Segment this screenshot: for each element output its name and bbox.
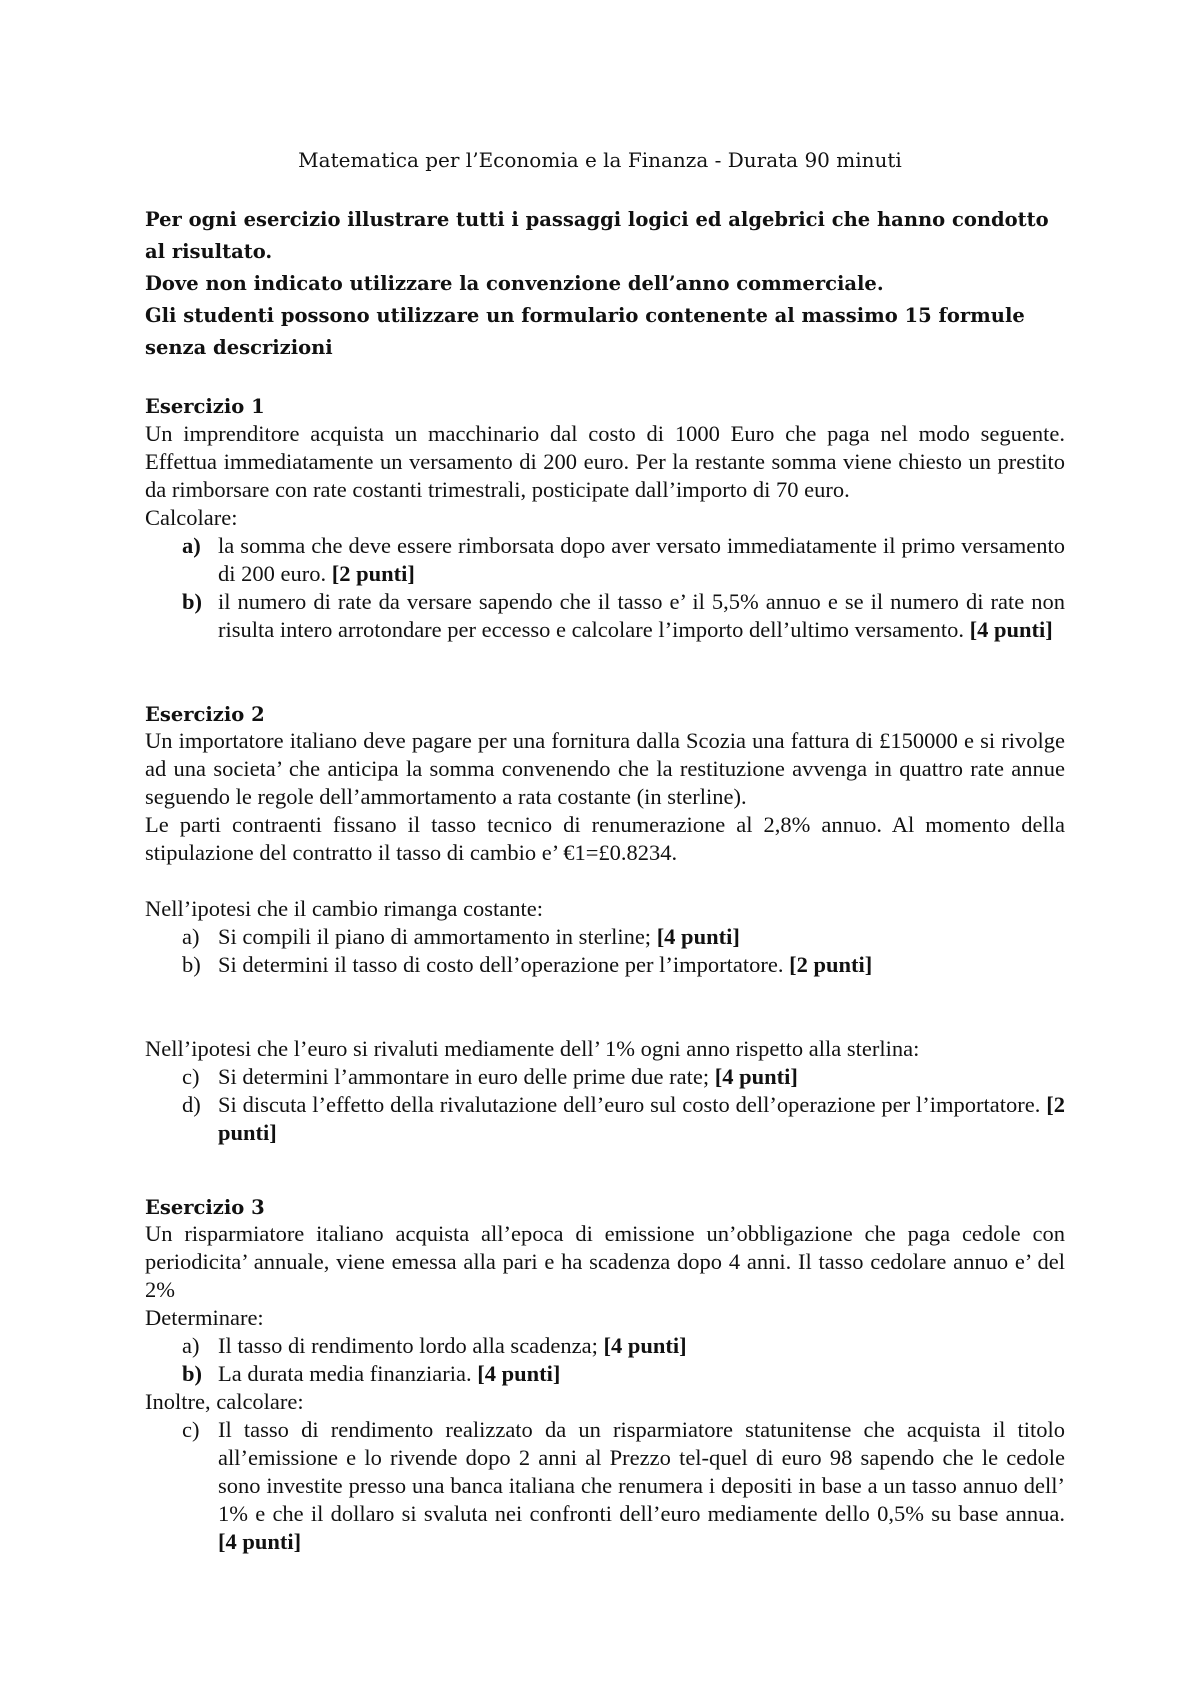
item-label: b) <box>182 952 201 977</box>
item-points: [2 punti] <box>218 1092 1065 1145</box>
page-title: Matematica per l’Economia e la Finanza - Durata 90 minuti <box>298 148 902 172</box>
item-points: [4 punti] <box>714 1064 798 1089</box>
exercise-2-hypothesis-1: Nell’ipotesi che il cambio rimanga costante: <box>145 896 543 921</box>
item-label: d) <box>182 1092 201 1117</box>
item-label: b) <box>182 589 203 614</box>
item-points: [2 punti] <box>789 952 873 977</box>
exercise-3-also-label: Inoltre, calcolare: <box>145 1389 304 1414</box>
item-points: [2 punti] <box>331 561 415 586</box>
item-points: [4 punti] <box>969 617 1053 642</box>
exercise-2-item-a <box>145 923 1065 951</box>
exercise-2 <box>145 727 1065 1147</box>
exercise-3 <box>145 1220 1065 1556</box>
exercise-2-heading: Esercizio 2 <box>145 703 265 726</box>
item-text: Si determini il tasso di costo dell’operazione per l’importatore. <box>218 952 784 977</box>
exercise-1-calc-label: Calcolare: <box>145 505 238 530</box>
item-text: Si compili il piano di ammortamento in sterline; <box>218 924 652 949</box>
exercise-2-item-d <box>145 1091 1065 1147</box>
item-points: [4 punti] <box>218 1529 302 1554</box>
exercise-2-item-c <box>145 1063 1065 1091</box>
item-text: Si determini l’ammontare in euro delle prime due rate; <box>218 1064 710 1089</box>
instruction-convention: Dove non indicato utilizzare la convenzione dell’anno commerciale. <box>145 272 884 295</box>
exercise-2-intro: Un importatore italiano deve pagare per una fornitura dalla Scozia una fattura di £150000 e si rivolge ad una societa’ che anticipa la somma convenendo che la restituzione avvenga in quattro rate annue seguendo le regole dell’ammortamento a rata costante (in sterline). <box>145 728 1065 809</box>
exercise-3-item-a <box>145 1332 1065 1360</box>
exercise-3-item-c <box>145 1416 1065 1556</box>
item-text: Si discuta l’effetto della rivalutazione dell’euro sul costo dell’operazione per l’importatore. <box>218 1092 1041 1117</box>
exercise-1-heading: Esercizio 1 <box>145 395 265 418</box>
item-points: [4 punti] <box>656 924 740 949</box>
instruction-steps: Per ogni esercizio illustrare tutti i passaggi logici ed algebrici che hanno condotto al risultato. <box>145 208 1049 263</box>
item-text: La durata media finanziaria. <box>218 1361 472 1386</box>
exercise-3-determine-label: Determinare: <box>145 1305 264 1330</box>
item-text: la somma che deve essere rimborsata dopo aver versato immediatamente il primo versamento di 200 euro. <box>218 533 1065 586</box>
exercise-1-item-b <box>145 588 1065 644</box>
item-points: [4 punti] <box>603 1333 687 1358</box>
item-label: c) <box>182 1064 200 1089</box>
item-label: b) <box>182 1361 203 1386</box>
exercise-2-intro-rate: Le parti contraenti fissano il tasso tecnico di renumerazione al 2,8% annuo. Al momento della stipulazione del contratto il tasso di cambio e’ €1=£0.8234. <box>145 812 1065 865</box>
exercise-1-item-a <box>145 532 1065 588</box>
item-text: Il tasso di rendimento lordo alla scadenza; <box>218 1333 598 1358</box>
exercise-3-heading: Esercizio 3 <box>145 1196 265 1219</box>
instructions <box>145 204 1065 364</box>
item-points: [4 punti] <box>477 1361 561 1386</box>
instruction-formulary: Gli studenti possono utilizzare un formulario contenente al massimo 15 formule senza descrizioni <box>145 304 1025 359</box>
exercise-1-intro: Un imprenditore acquista un macchinario dal costo di 1000 Euro che paga nel modo seguente. Effettua immediatamente un versamento di 200 euro. Per la restante somma viene chiesto un prestito da rimborsare con rate costanti trimestrali, posticipate dall’importo di 70 euro. <box>145 421 1065 502</box>
exercise-2-hypothesis-2: Nell’ipotesi che l’euro si rivaluti mediamente dell’ 1% ogni anno rispetto alla sterlina: <box>145 1036 920 1061</box>
exercise-3-item-b <box>145 1360 1065 1388</box>
item-text: il numero di rate da versare sapendo che il tasso e’ il 5,5% annuo e se il numero di rate non risulta intero arrotondare per eccesso e calcolare l’importo dell’ultimo versamento. <box>218 589 1065 642</box>
exercise-1 <box>145 420 1065 644</box>
item-label: a) <box>182 533 201 558</box>
item-label: a) <box>182 924 200 949</box>
exercise-3-intro: Un risparmiatore italiano acquista all’epoca di emissione un’obbligazione che paga cedole con periodicita’ annuale, viene emessa alla pari e ha scadenza dopo 4 anni. Il tasso cedolare annuo e’ del 2% <box>145 1221 1065 1302</box>
exercise-2-item-b <box>145 951 1065 979</box>
item-text: Il tasso di rendimento realizzato da un risparmiatore statunitense che acquista il titolo all’emissione e lo rivende dopo 2 anni al Prezzo tel-quel di euro 98 sapendo che le cedole sono investite presso una banca italiana che renumera i depositi in base a un tasso annuo dell’ 1% e che il dollaro si svaluta nei confronti dell’euro mediamente dello 0,5% su base annua. <box>218 1417 1065 1526</box>
item-label: a) <box>182 1333 200 1358</box>
item-label: c) <box>182 1417 200 1442</box>
